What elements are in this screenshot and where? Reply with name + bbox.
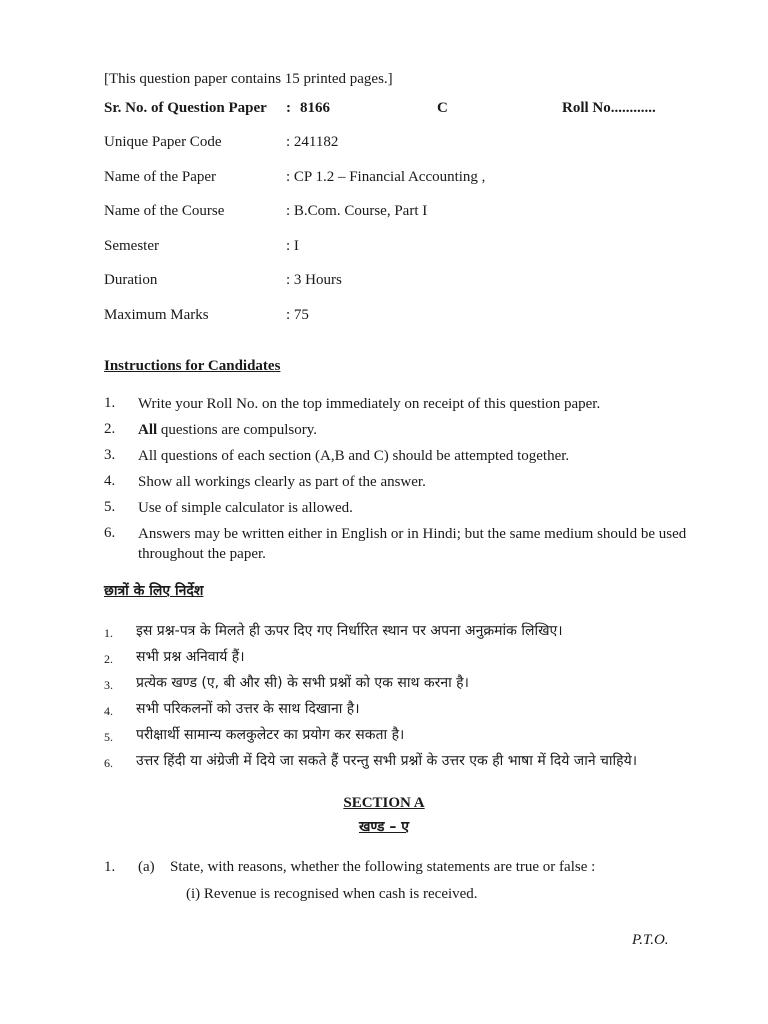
list-item [138, 420, 698, 440]
meta-value: : B.Com. Course, Part I [286, 203, 428, 219]
list-item: उत्तर हिंदी या अंग्रेजी में दिये जा सकते हैं परन्तु सभी प्रश्नों के उत्तर एक ही भाषा में दिये जाने चाहिये। [136, 753, 638, 769]
question-number: 1. [104, 859, 116, 875]
question-part: (a) [138, 859, 155, 875]
list-item: प्रत्येक खण्ड (ए, बी और सी) के सभी प्रश्नों को एक साथ करना है। [136, 675, 469, 691]
list-item-text: questions are compulsory. [157, 422, 318, 438]
question-subpart: (i) Revenue is recognised when cash is received. [186, 886, 478, 902]
list-item: All questions of each section (A,B and C) should be attempted together. [138, 448, 570, 464]
list-item: परीक्षार्थी सामान्य कलकुलेटर का प्रयोग कर सकता है। [136, 727, 405, 743]
section-hindi-title: खण्ड – ए [358, 819, 410, 835]
meta-label: Duration [104, 272, 158, 288]
page-notice: [This question paper contains 15 printed pages.] [104, 71, 393, 87]
sr-no-value: 8166 [300, 100, 330, 116]
paper-set: C [437, 100, 448, 116]
list-item-number: 2. [104, 421, 116, 437]
meta-label: Name of the Course [104, 203, 225, 219]
list-item-number: 5. [104, 730, 113, 744]
question-text: State, with reasons, whether the following statements are true or false : [170, 859, 596, 875]
list-item-number: 4. [104, 704, 113, 718]
list-item-number: 2. [104, 652, 113, 666]
meta-label: Unique Paper Code [104, 134, 222, 150]
roll-no-field: Roll No............ [562, 100, 656, 116]
list-item-number: 6. [104, 525, 116, 541]
list-item: Answers may be written either in English or in Hindi; but the same medium should be used throughout the paper. [138, 526, 687, 562]
emphasis: All [138, 422, 158, 438]
meta-value: : I [286, 238, 299, 254]
meta-value: : 3 Hours [286, 272, 342, 288]
list-item-number: 5. [104, 499, 116, 515]
meta-label: Maximum Marks [104, 307, 209, 323]
meta-value: : 75 [286, 307, 309, 323]
sr-no-colon: : [286, 100, 291, 116]
list-item: इस प्रश्न-पत्र के मिलते ही ऊपर दिए गए निर्धारित स्थान पर अपना अनुक्रमांक लिखिए। [136, 623, 563, 639]
list-item-number: 3. [104, 447, 116, 463]
instructions-heading: Instructions for Candidates [104, 358, 281, 374]
list-item-number: 1. [104, 626, 113, 640]
list-item-number: 6. [104, 756, 113, 770]
list-item-number: 4. [104, 473, 116, 489]
hindi-instructions-heading: छात्रों के लिए निर्देश [104, 583, 204, 599]
list-item: Show all workings clearly as part of the answer. [138, 474, 426, 490]
pto-label: P.T.O. [632, 932, 669, 948]
list-item: सभी प्रश्न अनिवार्य हैं। [136, 649, 245, 665]
meta-label: Name of the Paper [104, 169, 217, 185]
meta-value: : CP 1.2 – Financial Accounting , [286, 169, 486, 185]
list-item: सभी परिकलनों को उत्तर के साथ दिखाना है। [136, 701, 360, 717]
list-item: Use of simple calculator is allowed. [138, 500, 353, 516]
meta-label: Semester [104, 238, 159, 254]
section-title: SECTION A [343, 795, 425, 811]
list-item: Write your Roll No. on the top immediately on receipt of this question paper. [138, 396, 601, 412]
meta-value: : 241182 [286, 134, 339, 150]
sr-no-label: Sr. No. of Question Paper [104, 100, 267, 116]
list-item-number: 3. [104, 678, 113, 692]
list-item-number: 1. [104, 395, 116, 411]
